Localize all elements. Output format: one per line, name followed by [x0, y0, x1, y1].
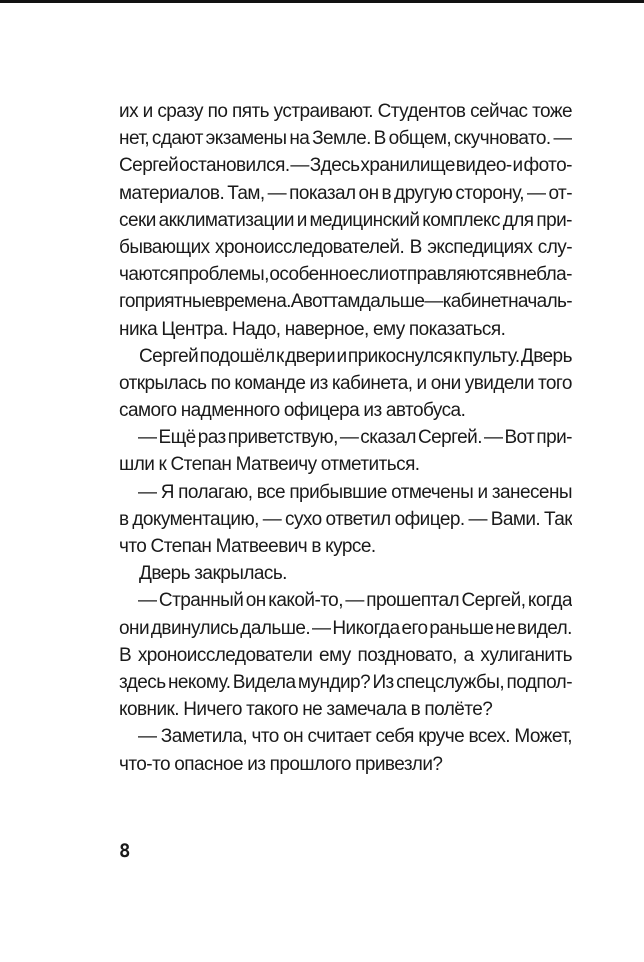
- word: В: [409, 236, 422, 258]
- word: какой-то,: [268, 590, 343, 612]
- text-line: [119, 207, 572, 234]
- word: Никогда: [332, 617, 400, 639]
- line-text: что-то опасное из прошлого привезли?: [119, 753, 443, 775]
- word: дальше: [359, 291, 425, 313]
- word: и: [142, 101, 153, 122]
- word: акклиматизации: [158, 209, 294, 231]
- line-text: ковник. Ничего такого не замечала в полёте?: [119, 699, 493, 721]
- text-line: [119, 615, 572, 642]
- word: прикоснулся: [347, 345, 453, 367]
- word: и: [336, 345, 347, 367]
- text-line: [119, 479, 572, 506]
- text-line: [119, 669, 572, 696]
- word: когда: [527, 590, 572, 612]
- word: —: [424, 291, 443, 313]
- word: к: [276, 345, 284, 367]
- line-text: что Степан Матвеевич в курсе.: [119, 536, 376, 557]
- word: поздновато,: [357, 644, 457, 666]
- word: не: [495, 617, 516, 639]
- word: в: [119, 508, 129, 530]
- word: из: [309, 372, 328, 394]
- body-text: [119, 98, 572, 778]
- word: нет,: [119, 128, 150, 150]
- word: в: [381, 182, 392, 204]
- word: к: [453, 345, 462, 367]
- word: фото-: [523, 155, 572, 177]
- word: гоприятные: [119, 291, 215, 313]
- word: —: [345, 590, 364, 612]
- word: бывающих: [119, 236, 210, 258]
- word: особенно: [269, 264, 349, 286]
- word: отправляются: [389, 264, 506, 286]
- word: устраивают.: [273, 101, 373, 122]
- word: и: [296, 209, 307, 231]
- word: —: [527, 182, 546, 204]
- line-text: шли к Степан Матвеичу отметиться.: [119, 454, 420, 476]
- word: показал: [289, 182, 356, 204]
- word: он: [358, 182, 379, 204]
- word: там: [329, 291, 360, 313]
- word: круче: [418, 726, 465, 748]
- word: —: [138, 481, 157, 503]
- word: скучновато.: [453, 128, 551, 150]
- word: времена.: [214, 291, 291, 313]
- word: медицинский: [309, 209, 420, 231]
- word: сказал: [360, 427, 416, 449]
- word: вот: [302, 291, 330, 313]
- word: дальше.: [240, 617, 311, 639]
- text-line: [119, 751, 572, 778]
- word: при-: [536, 427, 572, 449]
- word: их: [119, 101, 139, 122]
- word: Вами.: [490, 508, 541, 530]
- word: если: [349, 264, 389, 286]
- word: кабинета,: [331, 372, 413, 394]
- text-line: [119, 642, 572, 669]
- word: занесены: [491, 481, 572, 503]
- word: они: [119, 617, 150, 639]
- word: Там,: [227, 182, 265, 204]
- word: —: [290, 155, 309, 177]
- word: —: [483, 427, 503, 449]
- word: Студентов: [377, 101, 466, 122]
- word: —: [138, 427, 157, 449]
- word: раньше: [429, 617, 494, 639]
- word: пульту.: [462, 345, 520, 367]
- word: видео-: [455, 155, 512, 177]
- text-line: [119, 152, 572, 179]
- word: сухо: [285, 508, 322, 530]
- text-line: [119, 343, 572, 370]
- word: что: [251, 726, 279, 748]
- word: по: [207, 101, 228, 122]
- text-line: [119, 288, 572, 315]
- word: и: [477, 481, 488, 503]
- word: полагаю,: [178, 481, 253, 503]
- word: по: [210, 372, 231, 394]
- text-line: [119, 587, 572, 614]
- word: он: [283, 726, 304, 748]
- top-border-line: [0, 0, 644, 3]
- text-line: [119, 261, 572, 288]
- word: небла-: [516, 264, 572, 286]
- text-line: [119, 234, 572, 261]
- word: чаются: [119, 264, 179, 286]
- text-line: [119, 451, 572, 478]
- word: В: [373, 128, 386, 150]
- word: увидели: [464, 372, 534, 394]
- word: считает: [307, 726, 372, 748]
- word: —: [312, 617, 331, 639]
- word: общем,: [388, 128, 452, 150]
- line-text: ника Центра. Надо, наверное, ему показаться.: [119, 318, 506, 340]
- page-number: 8: [119, 840, 131, 862]
- word: комплекс: [422, 209, 500, 231]
- text-line: [119, 560, 572, 587]
- word: другую: [394, 182, 453, 204]
- word: Так: [544, 508, 572, 530]
- word: прошептал: [366, 590, 459, 612]
- word: здесь: [119, 671, 166, 693]
- word: отмечены: [391, 481, 474, 503]
- word: Дверь: [520, 345, 572, 367]
- word: того: [537, 372, 572, 394]
- word: А: [290, 291, 303, 313]
- word: ему: [319, 644, 351, 666]
- text-line: [119, 397, 572, 424]
- word: Сергей: [119, 155, 179, 177]
- word: тоже: [532, 101, 572, 122]
- word: Может,: [514, 726, 572, 748]
- text-line: [119, 316, 572, 343]
- word: Видела: [232, 671, 296, 693]
- word: и: [416, 372, 427, 394]
- word: хроноисследователей.: [215, 236, 405, 258]
- word: Сергей,: [461, 590, 526, 612]
- word: открылась: [119, 372, 207, 394]
- word: Сергей: [139, 345, 199, 367]
- text-line: [119, 98, 572, 125]
- word: хранилище: [360, 155, 455, 177]
- text-line: [119, 533, 572, 560]
- word: сдают: [151, 128, 203, 150]
- word: его: [401, 617, 428, 639]
- word: Вот: [504, 427, 535, 449]
- text-line: [119, 696, 572, 723]
- word: Странный: [158, 590, 244, 612]
- word: для: [502, 209, 534, 231]
- word: —: [138, 590, 157, 612]
- word: —: [262, 508, 282, 530]
- word: Здесь: [309, 155, 360, 177]
- word: себя: [375, 726, 414, 748]
- word: прибывшие: [289, 481, 387, 503]
- word: они: [430, 372, 461, 394]
- word: подпол-: [506, 671, 572, 693]
- word: двинулись: [150, 617, 239, 639]
- word: приветствую,: [227, 427, 338, 449]
- word: —: [468, 508, 487, 530]
- word: всех.: [468, 726, 511, 748]
- word: мундир?: [297, 671, 371, 693]
- word: а: [463, 644, 474, 666]
- word: экзамены: [205, 128, 287, 150]
- word: в: [506, 264, 516, 286]
- word: хулиганить: [480, 644, 572, 666]
- word: —: [138, 726, 157, 748]
- word: все: [256, 481, 286, 503]
- text-line: [119, 424, 572, 451]
- word: офицер.: [394, 508, 465, 530]
- word: документацию,: [132, 508, 259, 530]
- word: Из: [372, 671, 394, 693]
- word: В: [119, 644, 132, 666]
- word: спецслужбы,: [396, 671, 505, 693]
- word: —: [553, 128, 572, 150]
- word: от-: [548, 182, 572, 204]
- line-text: самого надменного офицера из автобуса.: [119, 400, 466, 422]
- word: сторону,: [455, 182, 525, 204]
- word: пять: [232, 101, 270, 122]
- word: материалов.: [119, 182, 225, 204]
- word: Я: [160, 481, 174, 503]
- word: и: [512, 155, 523, 177]
- word: некому.: [167, 671, 231, 693]
- word: при-: [536, 209, 572, 231]
- word: Ещё: [158, 427, 196, 449]
- word: Сергей.: [417, 427, 482, 449]
- word: началь-: [508, 291, 572, 313]
- word: ответил: [325, 508, 391, 530]
- text-line: [119, 180, 572, 207]
- word: на: [289, 128, 310, 150]
- word: хроноисследователи: [137, 644, 313, 666]
- word: слу-: [537, 236, 572, 258]
- text-line: [119, 125, 572, 152]
- word: —: [339, 427, 359, 449]
- word: Заметила,: [160, 726, 248, 748]
- word: раз: [197, 427, 226, 449]
- word: сразу: [157, 101, 204, 122]
- word: видел.: [517, 617, 572, 639]
- word: экспедициях: [427, 236, 533, 258]
- word: кабинет: [442, 291, 509, 313]
- word: команде: [234, 372, 306, 394]
- line-text: Дверь закрылась.: [139, 563, 287, 585]
- word: он: [245, 590, 266, 612]
- word: остановился.: [179, 155, 290, 177]
- text-line: [119, 370, 572, 397]
- word: —: [267, 182, 287, 204]
- word: двери: [285, 345, 336, 367]
- word: подошёл: [199, 345, 275, 367]
- word: секи: [119, 209, 156, 231]
- word: Земле.: [312, 128, 371, 150]
- text-line: [119, 506, 572, 533]
- word: проблемы,: [178, 264, 269, 286]
- word: сейчас: [470, 101, 528, 122]
- text-line: [119, 723, 572, 750]
